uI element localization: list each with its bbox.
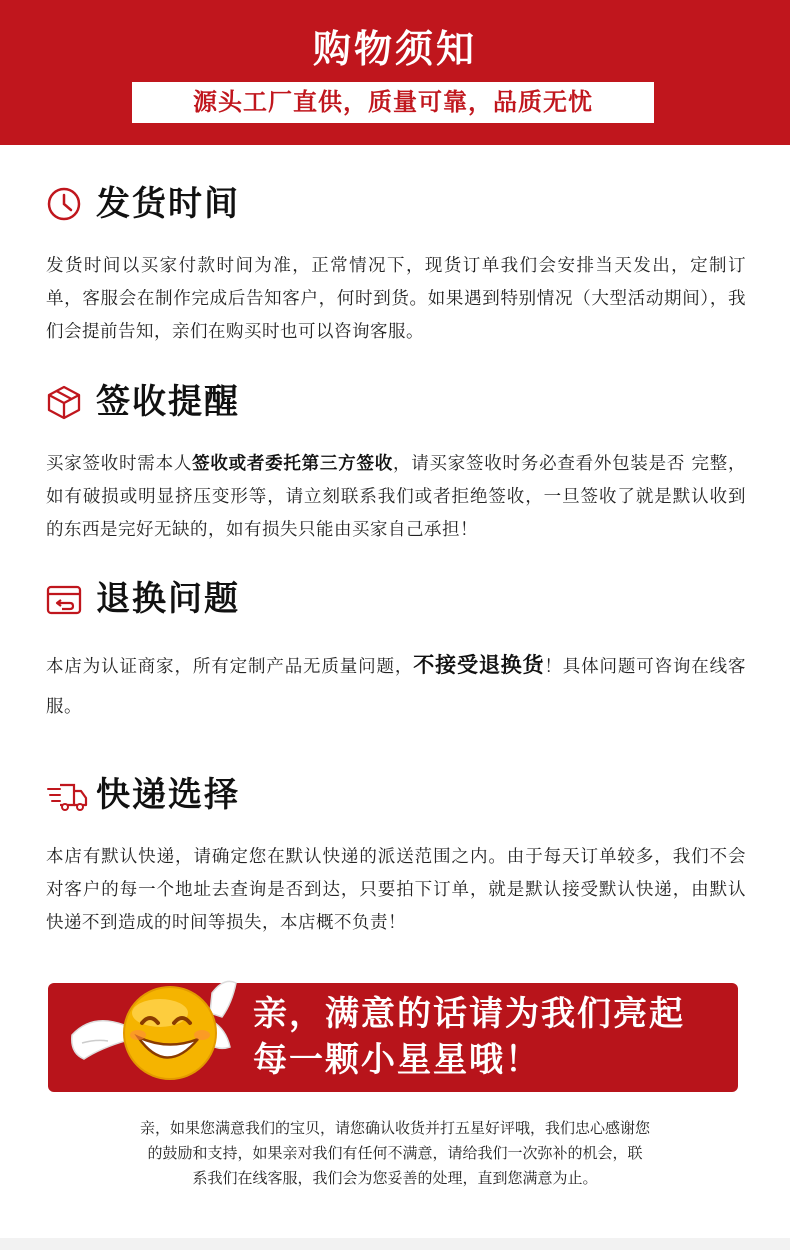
package-box-icon — [46, 384, 82, 420]
section-title: 退换问题 — [96, 579, 240, 619]
section-returns — [46, 577, 746, 727]
section-title: 快递选择 — [96, 775, 240, 815]
section-receipt-reminder — [46, 380, 746, 547]
header-subtitle: 源头工厂直供，质量可靠，品质无忧 — [132, 82, 654, 123]
smiley-thumbs-icon — [62, 973, 272, 1093]
section-body — [46, 448, 746, 547]
section-header — [46, 380, 746, 424]
section-body: 本店有默认快递，请确定您在默认快递的派送范围之内。由于每天订单较多，我们不会对客户的每一个地址去查询是否到达，只要拍下订单，就是默认接受默认快递，由默认快递不到造成的时间等损失，本店概不负责！ — [46, 847, 746, 933]
body-text: ，请买家签收时务必查看外包装是否 完整，如有破损或明显挤压变形等，请立刻联系我们或者拒绝签收，一旦签收了就是默认收到的东西是完好无缺的，如有损失只能由买家自己承担！ — [46, 454, 747, 540]
section-header — [46, 773, 746, 817]
section-shipping-time — [46, 182, 746, 349]
section-title: 发货时间 — [96, 184, 240, 224]
header-banner — [0, 0, 790, 145]
section-header — [46, 577, 746, 621]
rating-banner — [48, 983, 738, 1092]
footer-line: 的鼓励和支持，如果亲对我们有任何不满意，请给我们一次弥补的机会，联 — [147, 1144, 643, 1162]
clock-icon — [46, 186, 82, 222]
body-text: 买家签收时需本人 — [46, 454, 193, 474]
section-courier — [46, 773, 746, 940]
return-arrow-icon — [46, 581, 82, 617]
body-bold-text: 签收或者委托第三方签收 — [192, 454, 393, 474]
banner-line: 每一颗小星星哦！ — [253, 1040, 541, 1080]
section-body — [46, 645, 746, 727]
section-header — [46, 182, 746, 226]
body-text: 本店为认证商家，所有定制产品无质量问题， — [46, 657, 414, 677]
page-title: 购物须知 — [312, 27, 477, 71]
banner-line: 亲，满意的话请为我们亮起 — [253, 994, 685, 1034]
delivery-truck-icon — [46, 777, 88, 813]
footer-line: 系我们在线客服，我们会为您妥善的处理，直到您满意为止。 — [192, 1169, 598, 1187]
footer-note — [95, 1116, 695, 1191]
body-text: ！具体问题可咨询在线客服。 — [46, 657, 747, 717]
footer-line: 亲，如果您满意我们的宝贝，请您确认收货并打五星好评哦，我们忠心感谢您 — [139, 1119, 650, 1137]
section-body: 发货时间以买家付款时间为准，正常情况下，现货订单我们会安排当天发出，定制订单，客服会在制作完成后告知客户，何时到货。如果遇到特别情况（大型活动期间），我们会提前告知，亲们在购买时也可以咨询客服。 — [46, 256, 746, 342]
bottom-divider — [0, 1238, 790, 1250]
body-emphasis-text: 不接受退换货 — [413, 653, 545, 677]
banner-text — [253, 991, 733, 1083]
section-title: 签收提醒 — [96, 382, 240, 422]
